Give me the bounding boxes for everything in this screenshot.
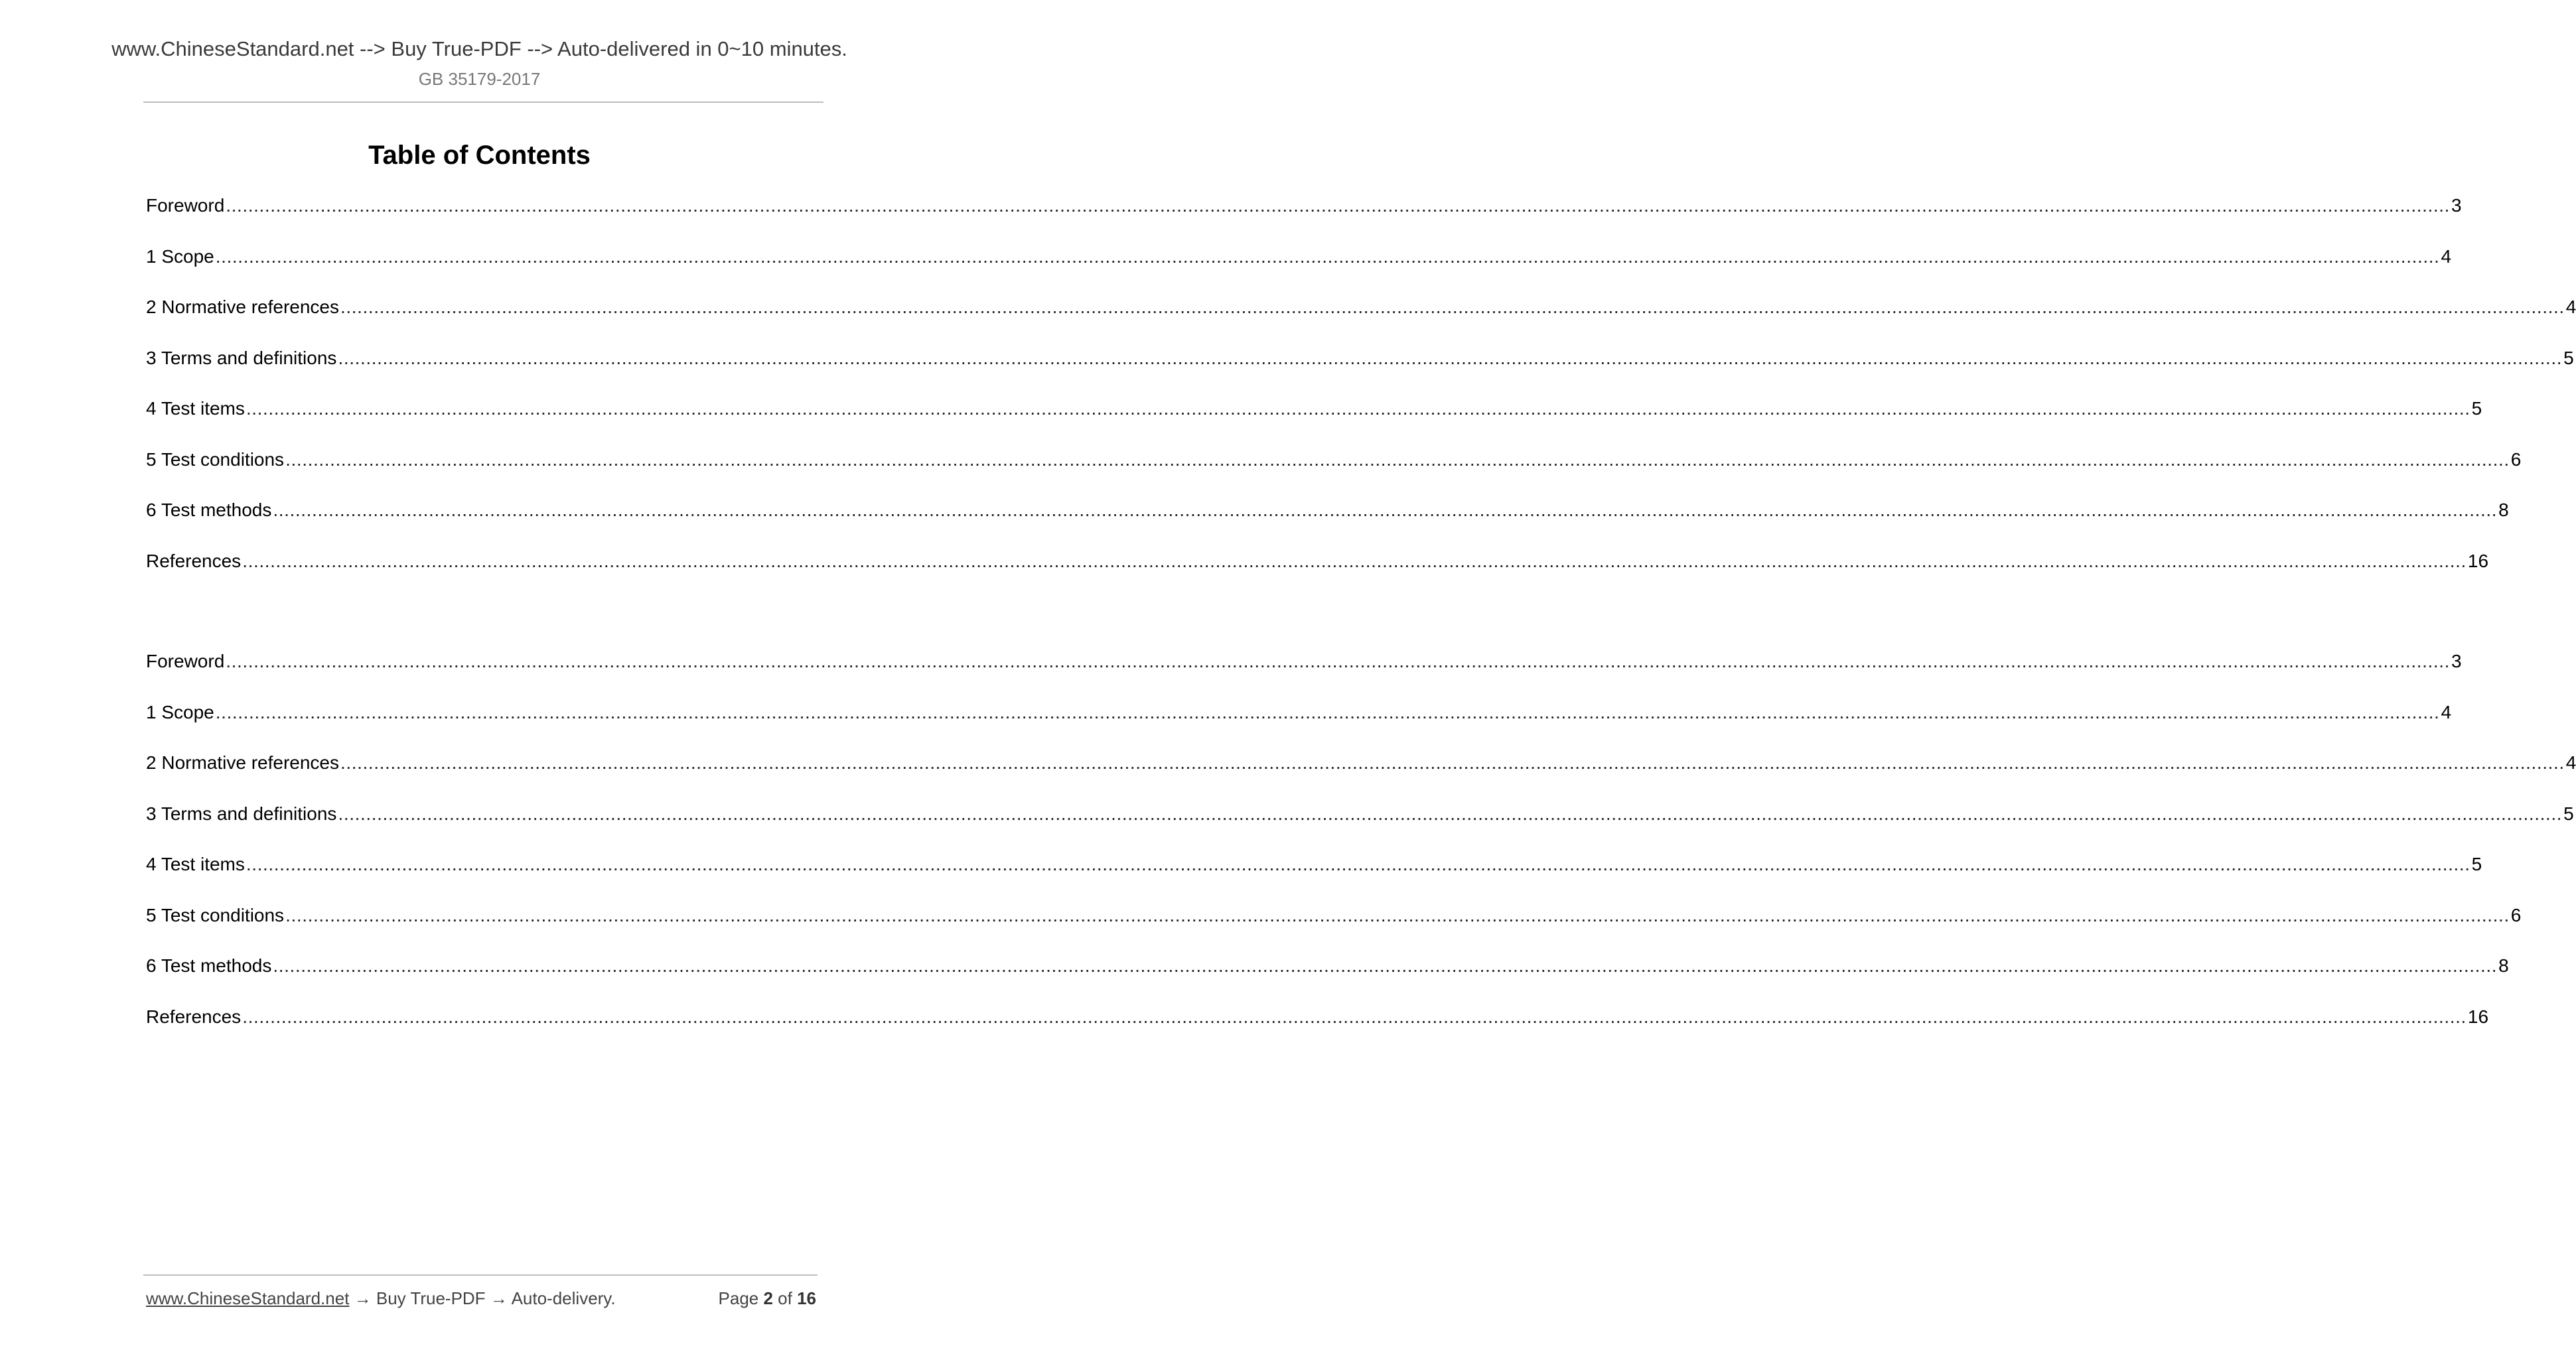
dot-leader: ................................................................................................................................................................................................................................................................................................................................................................................................................ xyxy=(273,955,2498,976)
dot-leader: ................................................................................................................................................................................................................................................................................................................................................................................................................ xyxy=(338,347,2563,368)
toc-entry-page: 5 xyxy=(2471,398,2482,419)
toc-list xyxy=(146,192,2576,598)
toc-entry-label: 1 Scope xyxy=(146,701,214,722)
page-title: Table of Contents xyxy=(368,141,591,170)
toc-entry-references[interactable] xyxy=(146,548,2489,599)
toc-entry-test-items[interactable] xyxy=(146,395,2482,446)
dot-leader: ................................................................................................................................................................................................................................................................................................................................................................................................................ xyxy=(340,752,2565,773)
dot-leader: ................................................................................................................................................................................................................................................................................................................................................................................................................ xyxy=(215,245,2440,267)
toc-entry-page: 5 xyxy=(2563,347,2574,368)
toc-entry-references[interactable] xyxy=(146,1004,2489,1055)
toc-entry-page: 3 xyxy=(2451,651,2462,671)
site-link[interactable]: www.ChineseStandard.net xyxy=(146,1288,350,1308)
toc-entry-test-methods[interactable] xyxy=(146,953,2509,1004)
page-number xyxy=(719,1288,816,1309)
toc-entry-label: 2 Normative references xyxy=(146,297,340,317)
toc-entry-page: 4 xyxy=(2441,701,2452,722)
toc-entry-label: Foreword xyxy=(146,651,225,671)
toc-entry-label: 3 Terms and definitions xyxy=(146,347,337,368)
toc-entry-label: 4 Test items xyxy=(146,854,245,874)
dot-leader: ................................................................................................................................................................................................................................................................................................................................................................................................................ xyxy=(246,854,2470,874)
header-divider xyxy=(143,102,823,103)
toc-entry-scope[interactable] xyxy=(146,699,2452,750)
toc-entry-page: 16 xyxy=(2467,1006,2489,1027)
toc-entry-page: 8 xyxy=(2498,955,2509,976)
page-total: 16 xyxy=(797,1288,816,1308)
toc-entry-test-conditions[interactable] xyxy=(146,446,2522,498)
toc-entry-label: 1 Scope xyxy=(146,245,214,267)
toc-entry-page: 5 xyxy=(2563,803,2574,824)
toc-entry-terms-and-definitions[interactable] xyxy=(146,801,2574,852)
toc-entry-page: 5 xyxy=(2471,854,2482,874)
toc-entry-label: 5 Test conditions xyxy=(146,448,285,470)
toc-entry-page: 4 xyxy=(2441,245,2452,267)
dot-leader: ................................................................................................................................................................................................................................................................................................................................................................................................................ xyxy=(226,651,2450,671)
dot-leader: ................................................................................................................................................................................................................................................................................................................................................................................................................ xyxy=(242,550,2467,571)
page-of: of xyxy=(772,1288,798,1308)
toc-entry-label: 5 Test conditions xyxy=(146,904,285,925)
toc-entry-test-methods[interactable] xyxy=(146,497,2509,548)
toc-entry-page: 4 xyxy=(2565,297,2576,317)
toc-entry-normative-references[interactable] xyxy=(146,294,2576,345)
dot-leader: ................................................................................................................................................................................................................................................................................................................................................................................................................ xyxy=(273,500,2498,520)
toc-entry-page: 8 xyxy=(2498,500,2509,520)
toc-entry-scope[interactable] xyxy=(146,243,2452,295)
toc-entry-test-items[interactable] xyxy=(146,851,2482,902)
toc-entry-label: 6 Test methods xyxy=(146,955,272,976)
page-current: 2 xyxy=(763,1288,773,1308)
page-prefix: Page xyxy=(718,1288,764,1308)
toc-entry-page: 4 xyxy=(2565,752,2576,773)
dot-leader: ................................................................................................................................................................................................................................................................................................................................................................................................................ xyxy=(285,904,2510,925)
toc-entry-page: 16 xyxy=(2467,550,2489,571)
standard-code: GB 35179-2017 xyxy=(418,69,541,89)
footer-tagline: → Buy True-PDF → Auto-delivery. xyxy=(349,1288,616,1308)
dot-leader: ................................................................................................................................................................................................................................................................................................................................................................................................................ xyxy=(215,701,2440,722)
dot-leader: ................................................................................................................................................................................................................................................................................................................................................................................................................ xyxy=(338,803,2563,824)
dot-leader: ................................................................................................................................................................................................................................................................................................................................................................................................................ xyxy=(242,1006,2467,1027)
page-footer xyxy=(146,1288,816,1309)
toc-entry-page: 6 xyxy=(2510,904,2522,925)
toc-entry-normative-references[interactable] xyxy=(146,750,2576,801)
toc-entry-page: 3 xyxy=(2451,195,2462,216)
toc-entry-label: 3 Terms and definitions xyxy=(146,803,337,824)
toc-entry-label: 2 Normative references xyxy=(146,752,340,773)
footer-divider xyxy=(143,1274,818,1276)
toc-entry-test-conditions[interactable] xyxy=(146,902,2522,953)
toc-entry-label: References xyxy=(146,1006,242,1027)
toc-entry-foreword[interactable] xyxy=(146,648,2462,699)
dot-leader: ................................................................................................................................................................................................................................................................................................................................................................................................................ xyxy=(285,448,2510,470)
toc-list-repeat xyxy=(146,648,2576,1054)
header-banner: www.ChineseStandard.net --> Buy True-PDF --> Auto-delivered in 0~10 minutes. xyxy=(111,37,847,60)
dot-leader: ................................................................................................................................................................................................................................................................................................................................................................................................................ xyxy=(340,297,2565,317)
toc-entry-foreword[interactable] xyxy=(146,192,2462,243)
dot-leader: ................................................................................................................................................................................................................................................................................................................................................................................................................ xyxy=(226,195,2450,216)
toc-entry-page: 6 xyxy=(2510,448,2522,470)
toc-entry-label: 6 Test methods xyxy=(146,500,272,520)
toc-entry-terms-and-definitions[interactable] xyxy=(146,345,2574,396)
toc-entry-label: 4 Test items xyxy=(146,398,245,419)
toc-entry-label: References xyxy=(146,550,242,571)
footer-left xyxy=(146,1288,616,1309)
toc-entry-label: Foreword xyxy=(146,195,225,216)
dot-leader: ................................................................................................................................................................................................................................................................................................................................................................................................................ xyxy=(246,398,2470,419)
